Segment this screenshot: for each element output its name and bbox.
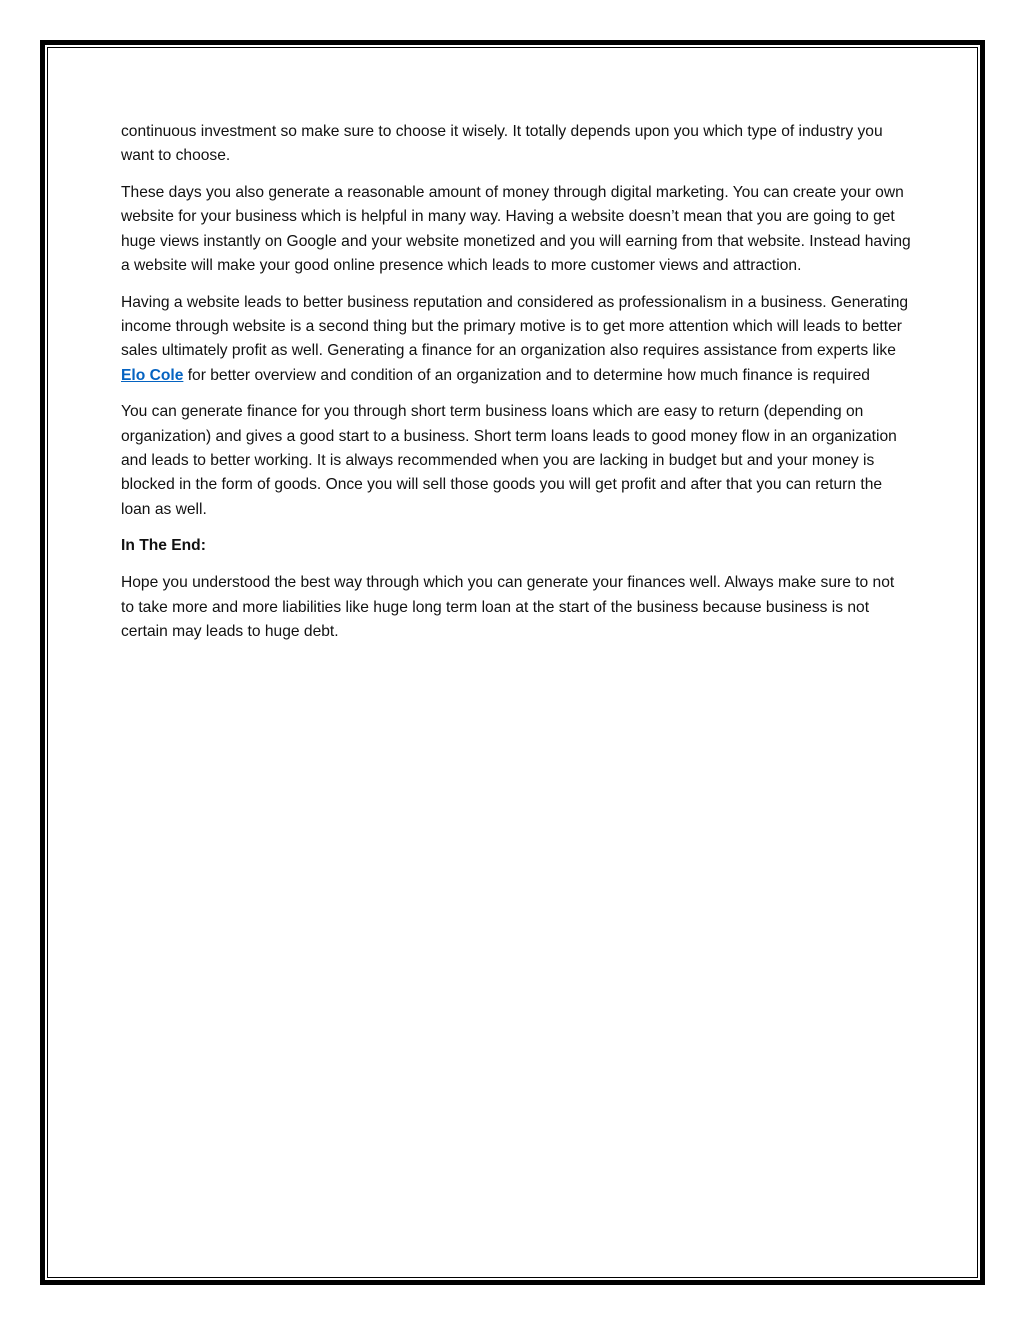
- elo-cole-link[interactable]: Elo Cole: [121, 366, 184, 384]
- paragraph-investment-choice: continuous investment so make sure to choose it wisely. It totally depends upon you which type of industry you want to choose.: [121, 123, 883, 165]
- paragraph-text-after-link: for better overview and condition of an organization and to determine how much finance is required: [183, 366, 870, 384]
- paragraph-short-term-loans: You can generate finance for you through short term business loans which are easy to return (depending on organization) and gives a good start to a business. Short term loans leads to good money flow in an organization and leads to better working. It is always recommended when you are lacking in budget but and your money is blocked in the form of goods. Once you will sell those goods you will get profit and after that you can return the loan as well.: [121, 403, 897, 518]
- paragraph-digital-marketing: These days you also generate a reasonable amount of money through digital marketing. You can create your own website for your business which is helpful in many way. Having a website doesn’t mean that you are going to get huge views instantly on Google and your website monetized and you will earning from that website. Instead having a website will make your good online presence which leads to more customer views and attraction.: [121, 184, 911, 274]
- paragraph-conclusion: Hope you understood the best way through which you can generate your finances well. Always make sure to not to take more and more liabilities like huge long term loan at the start of the business because business is not certain may leads to huge debt.: [121, 574, 895, 640]
- paragraph-website-reputation: [121, 291, 911, 388]
- section-heading-in-the-end: In The End:: [121, 537, 206, 555]
- document-body: [121, 120, 911, 657]
- paragraph-text-before-link: Having a website leads to better business reputation and considered as professionalism in a business. Generating income through website is a second thing but the primary motive is to get more attention which will leads to better sales ultimately profit as well. Generating a finance for an organization also requires assistance from experts like: [121, 293, 909, 360]
